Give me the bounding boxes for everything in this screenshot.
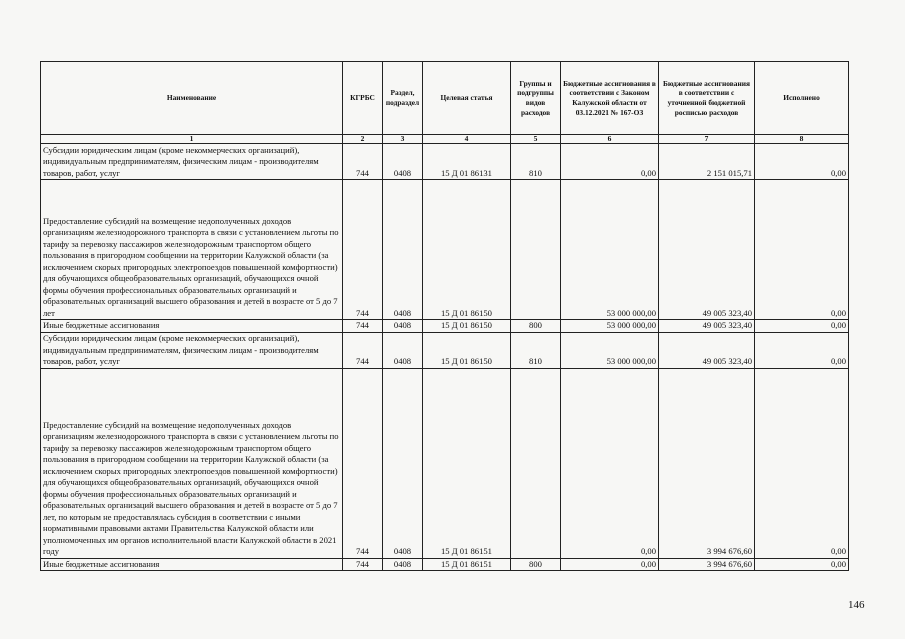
row-group: 810: [511, 144, 561, 180]
header-target: Целевая статья: [423, 62, 511, 135]
row-section: 0408: [383, 180, 423, 320]
row-target: 15 Д 01 86151: [423, 558, 511, 571]
row-law-amount: 0,00: [561, 558, 659, 571]
column-number: 5: [511, 135, 561, 144]
column-number: 3: [383, 135, 423, 144]
row-executed-amount: 0,00: [755, 332, 849, 368]
header-executed: Исполнено: [755, 62, 849, 135]
row-target: 15 Д 01 86150: [423, 180, 511, 320]
row-name: Предоставление субсидий на возмещение недополученных доходов организациям железнодорожного транспорта в связи с установлением льготы по тарифу за перевозку пассажиров железнодорожным транспортом общего пользования в пригородном сообщении на территории Калужской области (за исключением скорых пригородных электропоездов повышенной комфортности) для обучающихся общеобразовательных организаций, обучающихся очной формы обучения профессиональных образовательных организаций и образовательных организаций высшего образования и детей в возрасте от 5 до 7 лет: [41, 180, 343, 320]
budget-table: [40, 61, 849, 571]
row-law-amount: 0,00: [561, 368, 659, 558]
row-refined-amount: 49 005 323,40: [659, 320, 755, 333]
row-name: Иные бюджетные ассигнования: [41, 320, 343, 333]
row-section: 0408: [383, 558, 423, 571]
row-name: Субсидии юридическим лицам (кроме некоммерческих организаций), индивидуальным предпринимателям, физическим лицам - производителям товаров, работ, услуг: [41, 332, 343, 368]
row-law-amount: 53 000 000,00: [561, 180, 659, 320]
row-group: 800: [511, 558, 561, 571]
table-row: [41, 320, 849, 333]
row-section: 0408: [383, 320, 423, 333]
row-kgrbs: 744: [343, 320, 383, 333]
table-row: [41, 368, 849, 558]
row-law-amount: 0,00: [561, 144, 659, 180]
header-groups: Группы и подгруппы видов расходов: [511, 62, 561, 135]
row-refined-amount: 2 151 015,71: [659, 144, 755, 180]
row-law-amount: 53 000 000,00: [561, 332, 659, 368]
row-executed-amount: 0,00: [755, 558, 849, 571]
column-number: 7: [659, 135, 755, 144]
row-executed-amount: 0,00: [755, 144, 849, 180]
row-group: 800: [511, 320, 561, 333]
column-number: 8: [755, 135, 849, 144]
table-row: [41, 558, 849, 571]
row-refined-amount: 49 005 323,40: [659, 180, 755, 320]
page-number: 146: [848, 599, 865, 611]
row-group: [511, 180, 561, 320]
row-target: 15 Д 01 86151: [423, 368, 511, 558]
row-law-amount: 53 000 000,00: [561, 320, 659, 333]
row-name: Предоставление субсидий на возмещение недополученных доходов организациям железнодорожного транспорта в связи с установлением льготы по тарифу за перевозку пассажиров железнодорожным транспортом общего пользования в пригородном сообщении на территории Калужской области (за исключением скорых пригородных электропоездов повышенной комфортности) для обучающихся общеобразовательных организаций, обучающихся очной формы обучения профессиональных образовательных организаций и образовательных организаций высшего образования и детей в возрасте от 5 до 7 лет, по которым не предоставлялась субсидия в соответствии с иными нормативными правовыми актами Правительства Калужской области или уполномоченных им органов исполнительной власти Калужской области в 2021 году: [41, 368, 343, 558]
header-law-allocations: Бюджетные ассигнования в соответствии с Законом Калужской области от 03.12.2021 № 167-ОЗ: [561, 62, 659, 135]
row-kgrbs: 744: [343, 558, 383, 571]
row-executed-amount: 0,00: [755, 368, 849, 558]
row-executed-amount: 0,00: [755, 180, 849, 320]
row-refined-amount: 49 005 323,40: [659, 332, 755, 368]
row-kgrbs: 744: [343, 144, 383, 180]
column-number: 1: [41, 135, 343, 144]
row-section: 0408: [383, 368, 423, 558]
row-kgrbs: 744: [343, 368, 383, 558]
row-group: [511, 368, 561, 558]
row-section: 0408: [383, 144, 423, 180]
table-row: [41, 332, 849, 368]
column-number: 4: [423, 135, 511, 144]
row-kgrbs: 744: [343, 180, 383, 320]
row-executed-amount: 0,00: [755, 320, 849, 333]
header-row: [41, 62, 849, 135]
header-name: Наименование: [41, 62, 343, 135]
row-target: 15 Д 01 86150: [423, 332, 511, 368]
column-number: 2: [343, 135, 383, 144]
column-number-row: [41, 135, 849, 144]
header-kgrbs: КГРБС: [343, 62, 383, 135]
table-row: [41, 180, 849, 320]
row-name: Субсидии юридическим лицам (кроме некоммерческих организаций), индивидуальным предпринимателям, физическим лицам - производителям товаров, работ, услуг: [41, 144, 343, 180]
row-name: Иные бюджетные ассигнования: [41, 558, 343, 571]
header-section: Раздел, подраздел: [383, 62, 423, 135]
row-target: 15 Д 01 86150: [423, 320, 511, 333]
row-refined-amount: 3 994 676,60: [659, 368, 755, 558]
row-section: 0408: [383, 332, 423, 368]
column-number: 6: [561, 135, 659, 144]
row-target: 15 Д 01 86131: [423, 144, 511, 180]
table-row: [41, 144, 849, 180]
row-group: 810: [511, 332, 561, 368]
row-kgrbs: 744: [343, 332, 383, 368]
header-refined-allocations: Бюджетные ассигнования в соответствии с уточненной бюджетной росписью расходов: [659, 62, 755, 135]
row-refined-amount: 3 994 676,60: [659, 558, 755, 571]
